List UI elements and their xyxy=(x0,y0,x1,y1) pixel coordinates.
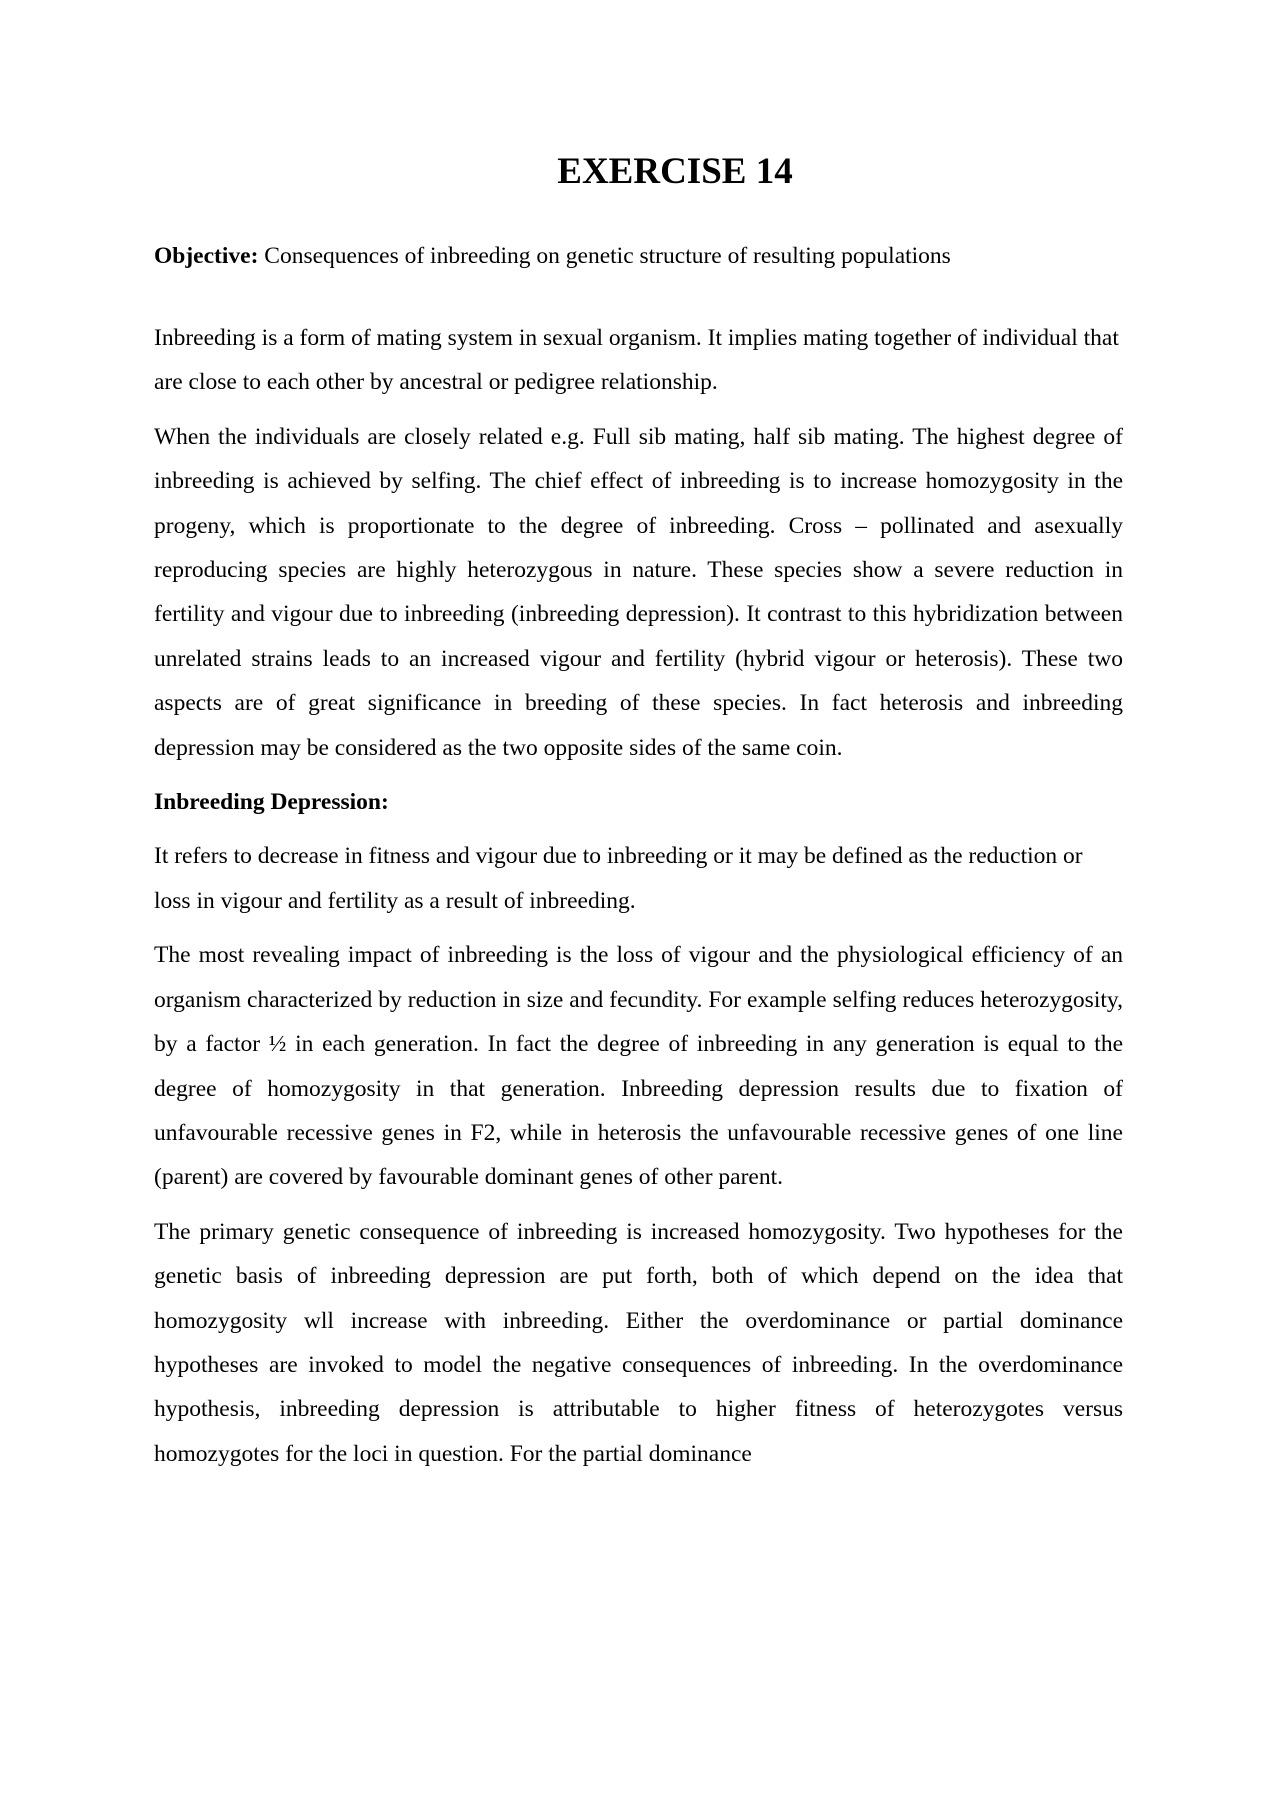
objective-label: Objective: xyxy=(154,243,259,269)
paragraph-inbreeding-definition: Inbreeding is a form of mating system in sexual organism. It implies mating together of individual that are close to each other by ancestral or pedigree relationship. xyxy=(154,325,1119,396)
paragraph-inbreeding-effects: When the individuals are closely related e.g. Full sib mating, half sib mating. The highest degree of inbreeding is achieved by selfing. The chief effect of inbreeding is to increase homozygosity in the progeny, which is proportionate to the degree of inbreeding. Cross – pollinated and asexually reproducing species are highly heterozygous in nature. These species show a severe reduction in fertility and vigour due to inbreeding (inbreeding depression). It contrast to this hybridization between unrelated strains leads to an increased vigour and fertility (hybrid vigour or heterosis). These two aspects are of great significance in breeding of these species. In fact heterosis and inbreeding depression may be considered as the two opposite sides of the same coin. xyxy=(154,423,1123,761)
section-heading-inbreeding-depression: Inbreeding Depression: xyxy=(154,789,389,816)
paragraph-genetic-consequence: The primary genetic consequence of inbreeding is increased homozygosity. Two hypotheses for the genetic basis of inbreeding depression are put forth, both of which depend on the idea that homozygosity wll increase with inbreeding. Either the overdominance or partial dominance hypotheses are invoked to model the negative consequences of inbreeding. In the overdominance hypothesis, inbreeding depression is attributable to higher fitness of heterozygotes versus homozygotes for the loci in question. For the partial dominance xyxy=(154,1218,1123,1467)
document-body xyxy=(154,236,1123,1476)
paragraph-depression-impact: The most revealing impact of inbreeding is the loss of vigour and the physiological efficiency of an organism characterized by reduction in size and fecundity. For example selfing reduces heterozygosity, by a factor ½ in each generation. In fact the degree of inbreeding in any generation is equal to the degree of homozygosity in that generation. Inbreeding depression results due to fixation of unfavourable recessive genes in F2, while in heterosis the unfavourable recessive genes of one line (parent) are covered by favourable dominant genes of other parent. xyxy=(154,942,1123,1191)
paragraph-depression-definition: It refers to decrease in fitness and vigour due to inbreeding or it may be defined as the reduction or loss in vigour and fertility as a result of inbreeding. xyxy=(154,843,1083,914)
objective-line xyxy=(154,236,1123,276)
objective-text: Consequences of inbreeding on genetic structure of resulting populations xyxy=(258,243,951,269)
page-title: EXERCISE 14 xyxy=(557,151,793,192)
